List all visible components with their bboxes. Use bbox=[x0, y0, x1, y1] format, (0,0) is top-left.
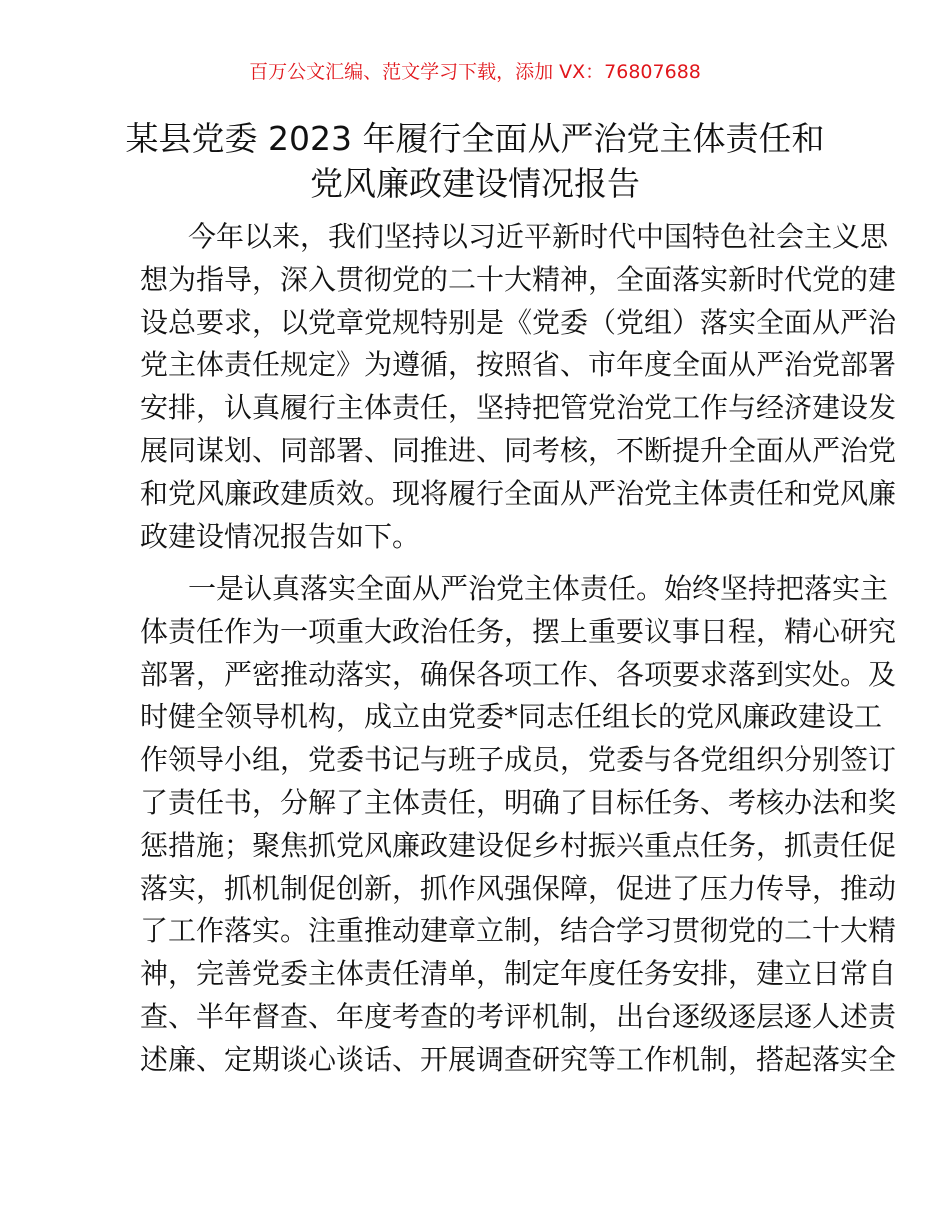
paragraph-1-line: 党主体责任规定》为遵循，按照省、市年度全面从严治党部署 bbox=[140, 348, 897, 382]
paragraph-2-line: 神，完善党委主体责任清单，制定年度任务安排，建立日常自 bbox=[140, 957, 897, 991]
document-title-line-1: 某县党委 2023 年履行全面从严治党主体责任和 bbox=[125, 119, 825, 158]
paragraph-1-line: 设总要求，以党章党规特别是《党委（党组）落实全面从严治 bbox=[140, 305, 897, 339]
paragraph-1-line: 政建设情况报告如下。 bbox=[140, 519, 421, 553]
paragraph-2-line: 体责任作为一项重大政治任务，摆上重要议事日程，精心研究 bbox=[140, 614, 897, 648]
paragraph-1-line: 安排，认真履行主体责任，坚持把管党治党工作与经济建设发 bbox=[140, 391, 897, 425]
paragraph-1-line: 想为指导，深入贯彻党的二十大精神，全面落实新时代党的建 bbox=[140, 262, 897, 296]
paragraph-2-line: 落实，抓机制促创新，抓作风强保障，促进了压力传导，推动 bbox=[140, 871, 897, 905]
paragraph-1-line: 和党风廉政建质效。现将履行全面从严治党主体责任和党风廉 bbox=[140, 476, 897, 510]
watermark-header: 百万公文汇编、范文学习下载，添加 VX：76807688 bbox=[249, 61, 701, 83]
paragraph-2-line: 时健全领导机构，成立由党委*同志任组长的党风廉政建设工 bbox=[140, 700, 883, 734]
paragraph-2-line: 查、半年督查、年度考查的考评机制，出台逐级逐层逐人述责 bbox=[140, 1000, 897, 1033]
paragraph-2-line: 作领导小组，党委书记与班子成员，党委与各党组织分别签订 bbox=[140, 743, 897, 777]
paragraph-2-line: 了责任书，分解了主体责任，明确了目标任务、考核办法和奖 bbox=[140, 786, 897, 819]
paragraph-2-line: 述廉、定期谈心谈话、开展调查研究等工作机制，搭起落实全 bbox=[140, 1042, 897, 1076]
paragraph-1-line: 今年以来，我们坚持以习近平新时代中国特色社会主义思 bbox=[188, 220, 889, 253]
paragraph-2-line: 一是认真落实全面从严治党主体责任。始终坚持把落实主 bbox=[188, 572, 889, 605]
document-title-line-2: 党风廉政建设情况报告 bbox=[310, 164, 640, 203]
paragraph-1-line: 展同谋划、同部署、同推进、同考核，不断提升全面从严治党 bbox=[140, 434, 897, 467]
paragraph-2-line: 惩措施；聚焦抓党风廉政建设促乡村振兴重点任务，抓责任促 bbox=[140, 828, 897, 862]
paragraph-2-line: 了工作落实。注重推动建章立制，结合学习贯彻党的二十大精 bbox=[140, 914, 897, 948]
paragraph-2-line: 部署，严密推动落实，确保各项工作、各项要求落到实处。及 bbox=[140, 657, 897, 691]
